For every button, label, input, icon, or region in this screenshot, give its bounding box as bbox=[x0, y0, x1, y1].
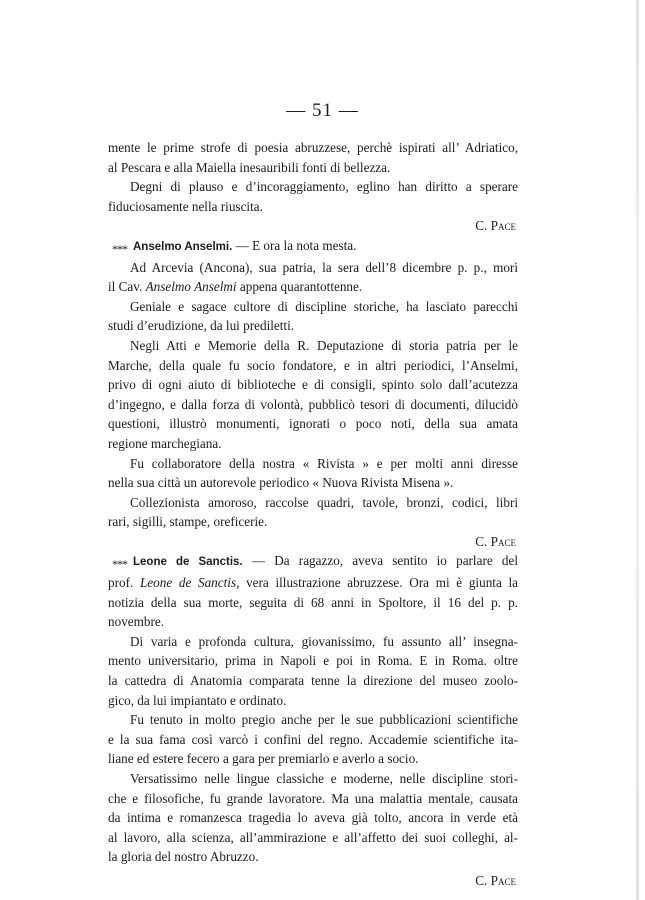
line: privo di ogni aiuto di biblioteche e di consigli, spinto solo dall’acutezza bbox=[108, 377, 518, 393]
obituary-heading-anselmi bbox=[108, 236, 518, 258]
line: fiduciosamente nella riuscita. bbox=[108, 198, 263, 214]
page-number: — 51 — bbox=[286, 100, 359, 121]
line: mento universitario, prima in Napoli e poi in Roma. E in Roma. oltre bbox=[108, 653, 518, 669]
obituary-heading-desanctis bbox=[108, 551, 518, 573]
obituary-name: Leone de Sanctis. bbox=[133, 556, 243, 569]
line bbox=[108, 573, 518, 593]
line: Fu collaboratore della nostra « Rivista » e per molti anni diresse bbox=[130, 455, 518, 471]
line-fragment: il Cav. bbox=[108, 279, 143, 295]
body-text bbox=[108, 138, 518, 891]
line: regione marchegiana. bbox=[108, 435, 222, 451]
line: rari, sigilli, stampe, oreficerie. bbox=[108, 514, 268, 530]
line-fragment: — E ora la nota mesta. bbox=[235, 237, 357, 253]
asterism-ornament: *** bbox=[112, 241, 127, 256]
signature: C. Pace bbox=[475, 533, 516, 549]
line: liane ed estere fecero a gara per premiarlo e averlo a socio. bbox=[108, 751, 419, 767]
line: Degni di plauso e d’incoraggiamento, eglino han diritto a sperare bbox=[130, 179, 518, 195]
signature: C. Pace bbox=[475, 872, 516, 888]
line: mente le prime strofe di poesia abruzzese, perchè ispirati all’ Adriatico, bbox=[108, 140, 518, 155]
line: nella sua città un autorevole periodico « Nuova Rivista Misena ». bbox=[108, 475, 454, 491]
line: Marche, della quale fu socio fondatore, e in altri periodici, l’Anselmi, bbox=[108, 357, 518, 373]
page-edge-shadow bbox=[636, 0, 639, 900]
line: Collezionista amoroso, raccolse quadri, tavole, bronzi, codici, libri bbox=[130, 494, 518, 510]
line: al lavoro, alla scienza, all’ammirazione e all’affetto dei suoi colleghi, al- bbox=[108, 829, 518, 845]
line-fragment: vera illustrazione abruzzese. Ora mi è giunta la bbox=[246, 575, 518, 591]
line: gico, da lui impiantato e ordinato. bbox=[108, 692, 287, 708]
line: al Pescara e alla Maiella inesauribili fonti di bellezza. bbox=[108, 159, 391, 175]
line: la gloria del nostro Abruzzo. bbox=[108, 849, 259, 865]
line bbox=[108, 277, 518, 297]
line: Geniale e sagace cultore di discipline storiche, ha lasciato parecchi bbox=[130, 298, 518, 314]
line-fragment: — Da ragazzo, aveva sentito io parlare del bbox=[251, 553, 519, 569]
line: questioni, illustrò monumenti, ignorati o poco noti, della sua amata bbox=[108, 416, 518, 432]
asterism-ornament: *** bbox=[112, 557, 127, 572]
line: Di varia e profonda cultura, giovanissimo, fu assunto all’ insegna- bbox=[130, 633, 518, 649]
line: da intima e romanzesca tragedia lo aveva già tolto, ancora in verde età bbox=[108, 810, 518, 826]
line: Fu tenuto in molto pregio anche per le sue pubblicazioni scientifiche bbox=[130, 712, 518, 728]
line-fragment: prof. bbox=[108, 575, 134, 591]
line: Versatissimo nelle lingue classiche e moderne, nelle discipline stori- bbox=[130, 771, 518, 786]
line-fragment: appena quarantottenne. bbox=[239, 279, 363, 295]
italic-name: Anselmo Anselmi bbox=[145, 279, 237, 295]
line: che e filosofiche, fu grande lavoratore. Ma una malattia mentale, causata bbox=[108, 790, 518, 806]
line: Negli Atti e Memorie della R. Deputazione di storia patria per le bbox=[130, 337, 518, 353]
line: novembre. bbox=[108, 614, 165, 630]
line: la cattedra di Anatomia comparata tenne la direzione del museo zoolo- bbox=[108, 673, 518, 689]
line: studi d’erudizione, da lui prediletti. bbox=[108, 318, 295, 334]
signature: C. Pace bbox=[475, 218, 516, 234]
italic-name: Leone de Sanctis, bbox=[139, 575, 240, 591]
line: Ad Arcevia (Ancona), sua patria, la sera dell’8 dicembre p. p., morì bbox=[130, 259, 518, 275]
line: notizia della sua morte, seguita di 68 anni in Spoltore, il 16 del p. p. bbox=[108, 594, 518, 610]
obituary-name: Anselmo Anselmi. bbox=[133, 240, 233, 253]
line: d’ingegno, e dalla forza di volontà, pubblicò tesori di documenti, dilucidò bbox=[108, 396, 518, 412]
line: e la sua fama così varcò i confini del regno. Accademie scientifiche ita- bbox=[108, 731, 518, 747]
